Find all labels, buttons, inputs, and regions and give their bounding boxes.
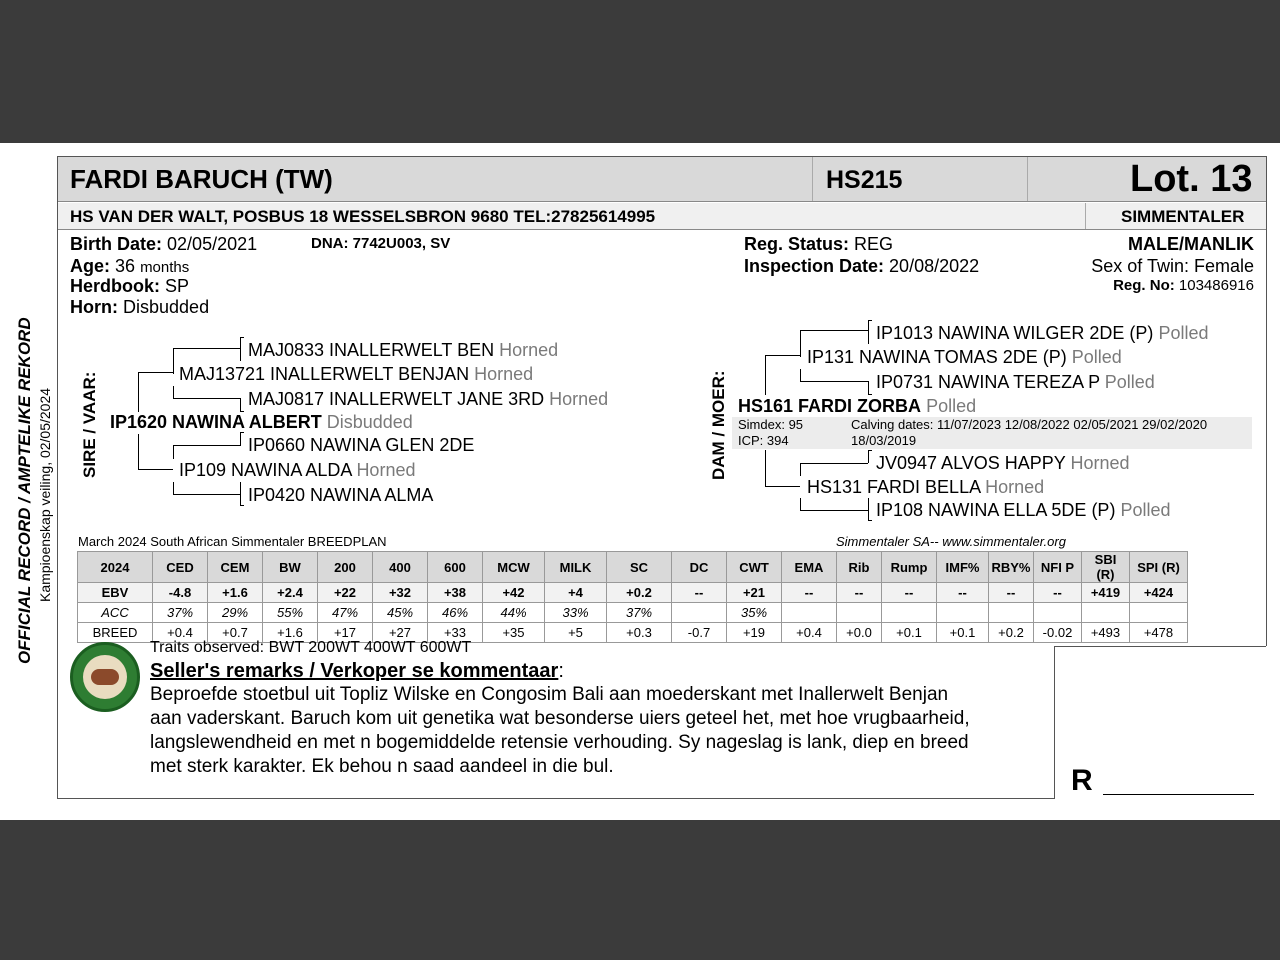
age-unit: months [140, 259, 190, 276]
ebv-cell: +2.4 [263, 583, 318, 603]
birth-date [70, 234, 257, 255]
ebv-cell: BW [263, 552, 318, 583]
pedigree-horn: Polled [1120, 500, 1171, 520]
pedigree-name: IP108 NAWINA ELLA 5DE (P) [876, 500, 1116, 520]
age-value: 36 [115, 256, 136, 276]
ebv-cell: -- [989, 583, 1034, 603]
pedigree-name: IP0420 NAWINA ALMA [248, 485, 434, 505]
birth-date-value: 02/05/2021 [167, 234, 258, 254]
dam-grandsire [807, 347, 1122, 368]
horn-status [70, 297, 209, 318]
ebv-cell: -- [672, 583, 727, 603]
title-divider-1 [812, 157, 813, 201]
ebv-cell [837, 603, 882, 623]
herdbook [70, 276, 189, 297]
pedigree-horn: Horned [474, 364, 534, 384]
dam-ggd2 [876, 500, 1171, 521]
price-label: R [1071, 764, 1093, 797]
ebv-cell: +33 [428, 623, 483, 643]
frame-step-top [1054, 646, 1266, 647]
age-label: Age: [70, 256, 110, 276]
frame-step-left [1054, 646, 1055, 799]
ebv-cell: 47% [318, 603, 373, 623]
ebv-cell: +19 [727, 623, 782, 643]
ebv-cell: +38 [428, 583, 483, 603]
animal-name: FARDI BARUCH (TW) [70, 164, 333, 194]
pedigree-name: IP1620 NAWINA ALBERT [110, 412, 322, 432]
pedigree-name: IP0731 NAWINA TEREZA P [876, 372, 1100, 392]
ebv-cell: +478 [1130, 623, 1188, 643]
ebv-cell: MCW [483, 552, 545, 583]
pedigree-horn: Polled [1158, 323, 1209, 343]
pedigree-horn: Horned [499, 340, 559, 360]
dam-ggs2 [876, 453, 1130, 474]
ebv-cell: -- [1034, 583, 1082, 603]
reg-status-value: REG [854, 234, 894, 254]
inspection-label: Inspection Date: [744, 256, 885, 276]
dna-info: DNA: 7742U003, SV [311, 235, 451, 252]
pedigree-horn: Disbudded [326, 412, 413, 432]
pedigree-horn: Polled [926, 396, 977, 416]
birth-date-label: Birth Date: [70, 234, 163, 254]
inspection-value: 20/08/2022 [889, 256, 980, 276]
pedigree-name: MAJ0817 INALLERWELT JANE 3RD [248, 389, 545, 409]
ebv-cell: +4 [545, 583, 607, 603]
calving-dates: Calving dates: 11/07/2023 12/08/2022 02/05/2021 29/02/2020 [851, 417, 1208, 432]
pedigree-horn: Polled [1071, 347, 1122, 367]
ebv-cell [937, 603, 989, 623]
auction-date: Kampioenskap veiling, 02/05/2024 [37, 387, 53, 602]
lot-number: Lot. 13 [1130, 158, 1253, 200]
ebv-cell: Rib [837, 552, 882, 583]
dam-ggd1 [876, 372, 1155, 393]
traits-observed: Traits observed: BWT 200WT 400WT 600WT [150, 639, 472, 656]
pedigree-horn: Horned [356, 460, 416, 480]
ebv-cell: +0.4 [782, 623, 837, 643]
ebv-cell: ACC [78, 603, 153, 623]
ebv-cell: 37% [607, 603, 672, 623]
acc-row [78, 603, 1188, 623]
ebv-cell: +22 [318, 583, 373, 603]
pedigree-name: JV0947 ALVOS HAPPY [876, 453, 1066, 473]
ebv-header-row [78, 552, 1188, 583]
ebv-cell [1130, 603, 1188, 623]
pedigree-horn: Horned [1070, 453, 1130, 473]
dam-side-label: DAM / MOER: [709, 370, 728, 480]
reg-status [744, 234, 893, 255]
simdex: Simdex: 95 [738, 417, 804, 432]
ebv-cell: +17 [318, 623, 373, 643]
sire-ggs2 [248, 435, 474, 456]
remarks-line-4: met sterk karakter. Ek behou n saad aandeel in die bul. [150, 756, 614, 777]
ebv-cell: +0.2 [607, 583, 672, 603]
ebv-cell: +0.7 [208, 623, 263, 643]
ebv-cell: -4.8 [153, 583, 208, 603]
pedigree-name: IP1013 NAWINA WILGER 2DE (P) [876, 323, 1154, 343]
ebv-cell: 400 [373, 552, 428, 583]
ebv-cell: +35 [483, 623, 545, 643]
ebv-cell: -- [937, 583, 989, 603]
ebv-cell: +0.1 [937, 623, 989, 643]
ebv-cell: SBI (R) [1082, 552, 1130, 583]
ebv-cell: +0.4 [153, 623, 208, 643]
ebv-cell: -- [882, 583, 937, 603]
ebv-cell: +32 [373, 583, 428, 603]
simmentaler-logo-icon [70, 642, 140, 712]
ebv-cell: 45% [373, 603, 428, 623]
ebv-cell: MILK [545, 552, 607, 583]
breeder-divider [1085, 203, 1086, 229]
ebv-cell: +424 [1130, 583, 1188, 603]
dam-ggs1 [876, 323, 1208, 344]
ebv-cell [1082, 603, 1130, 623]
ebv-cell: SPI (R) [1130, 552, 1188, 583]
ebv-cell: +0.2 [989, 623, 1034, 643]
ebv-cell: +0.1 [882, 623, 937, 643]
sire-name [110, 412, 413, 433]
ebv-cell: 29% [208, 603, 263, 623]
ebv-cell: +0.3 [607, 623, 672, 643]
age [70, 256, 189, 277]
inspection-date [744, 256, 979, 277]
pedigree-name: IP109 NAWINA ALDA [179, 460, 352, 480]
icp: ICP: 394 [738, 433, 789, 448]
sire-ggs1 [248, 340, 558, 361]
sire-granddam [179, 460, 415, 481]
remarks-line-3: langslewendheid en met n bogemiddelde retensie verhouding. Sy nageslag is lank, diep en breed [150, 732, 969, 753]
horn-label: Horn: [70, 297, 118, 317]
ebv-cell: IMF% [937, 552, 989, 583]
ebv-cell: +1.6 [208, 583, 263, 603]
reg-number-label: Reg. No: [1113, 277, 1175, 294]
frame-right [1266, 156, 1267, 646]
animal-code: HS215 [826, 166, 903, 194]
pedigree-horn: Polled [1104, 372, 1155, 392]
herdbook-label: Herdbook: [70, 276, 160, 296]
ebv-cell: +0.0 [837, 623, 882, 643]
ebv-cell: CED [153, 552, 208, 583]
ebv-cell: +42 [483, 583, 545, 603]
breed-name: SIMMENTALER [1121, 207, 1245, 226]
ebv-cell: +5 [545, 623, 607, 643]
ebv-cell: NFI P [1034, 552, 1082, 583]
ebv-cell [882, 603, 937, 623]
breedplan-site: Simmentaler SA-- www.simmentaler.org [836, 534, 1066, 549]
ebv-cell: +493 [1082, 623, 1130, 643]
reg-number [1113, 277, 1254, 294]
ebv-cell: 200 [318, 552, 373, 583]
remarks-heading-colon: : [558, 660, 564, 682]
pedigree-name: HS131 FARDI BELLA [807, 477, 981, 497]
reg-status-label: Reg. Status: [744, 234, 850, 254]
breeder-info: HS VAN DER WALT, POSBUS 18 WESSELSBRON 9680 TEL:27825614995 [70, 207, 656, 226]
sex: MALE/MANLIK [1128, 234, 1254, 254]
ebv-cell: +21 [727, 583, 782, 603]
remarks-heading [150, 660, 564, 683]
ebv-cell: 44% [483, 603, 545, 623]
horn-value: Disbudded [123, 297, 210, 317]
reg-number-value: 103486916 [1178, 277, 1254, 294]
remarks-heading-text: Seller's remarks / Verkoper se kommentaar [150, 660, 559, 682]
dam-name [738, 396, 976, 417]
breedplan-title: March 2024 South African Simmentaler BREEDPLAN [78, 534, 387, 549]
twin-sex: Sex of Twin: Female [1091, 256, 1254, 276]
ebv-cell: CEM [208, 552, 263, 583]
pedigree-horn: Horned [549, 389, 609, 409]
official-record: OFFICIAL RECORD / AMPTELIKE REKORD [15, 317, 34, 664]
ebv-cell [1034, 603, 1082, 623]
remarks-line-2: aan vaderskant. Baruch kom uit genetika wat besonderse uiers geteel het, met hoe vrugbaarheid, [150, 708, 970, 729]
ebv-cell: -- [837, 583, 882, 603]
ebv-table [77, 551, 1188, 643]
ebv-cell: EMA [782, 552, 837, 583]
ebv-cell: SC [607, 552, 672, 583]
ebv-cell: +1.6 [263, 623, 318, 643]
title-divider-2 [1027, 157, 1028, 201]
ebv-cell: -- [782, 583, 837, 603]
ebv-cell: 35% [727, 603, 782, 623]
ebv-cell: +419 [1082, 583, 1130, 603]
ebv-cell: DC [672, 552, 727, 583]
ebv-cell [782, 603, 837, 623]
pedigree-name: HS161 FARDI ZORBA [738, 396, 922, 416]
ebv-cell: BREED [78, 623, 153, 643]
ebv-cell: CWT [727, 552, 782, 583]
ebv-cell: 46% [428, 603, 483, 623]
sire-grandsire [179, 364, 533, 385]
dam-granddam [807, 477, 1044, 498]
pedigree-name: MAJ13721 INALLERWELT BENJAN [179, 364, 470, 384]
pedigree-name: MAJ0833 INALLERWELT BEN [248, 340, 495, 360]
ebv-cell: Rump [882, 552, 937, 583]
ebv-cell: -0.7 [672, 623, 727, 643]
ebv-cell: 55% [263, 603, 318, 623]
ebv-cell: EBV [78, 583, 153, 603]
ebv-cell [672, 603, 727, 623]
price-blank-line[interactable] [1103, 794, 1254, 795]
pedigree-horn: Horned [985, 477, 1045, 497]
ebv-cell: 2024 [78, 552, 153, 583]
calving-dates-cont: 18/03/2019 [851, 433, 917, 448]
ebv-cell: 37% [153, 603, 208, 623]
herdbook-value: SP [165, 276, 190, 296]
ebv-cell: -0.02 [1034, 623, 1082, 643]
sire-ggd2 [248, 485, 433, 506]
frame-bottom [57, 798, 1055, 799]
ebv-cell [989, 603, 1034, 623]
sire-side-label: SIRE / VAAR: [80, 371, 99, 478]
pedigree-name: IP0660 NAWINA GLEN 2DE [248, 435, 475, 455]
pedigree-name: IP131 NAWINA TOMAS 2DE (P) [807, 347, 1067, 367]
ebv-cell: +27 [373, 623, 428, 643]
ebv-cell: RBY% [989, 552, 1034, 583]
ebv-row [78, 583, 1188, 603]
remarks-line-1: Beproefde stoetbul uit Topliz Wilske en Congosim Bali aan moederskant met Inallerwelt Benjan [150, 684, 949, 705]
ebv-cell: 600 [428, 552, 483, 583]
sire-ggd1 [248, 389, 608, 410]
ebv-cell: 33% [545, 603, 607, 623]
